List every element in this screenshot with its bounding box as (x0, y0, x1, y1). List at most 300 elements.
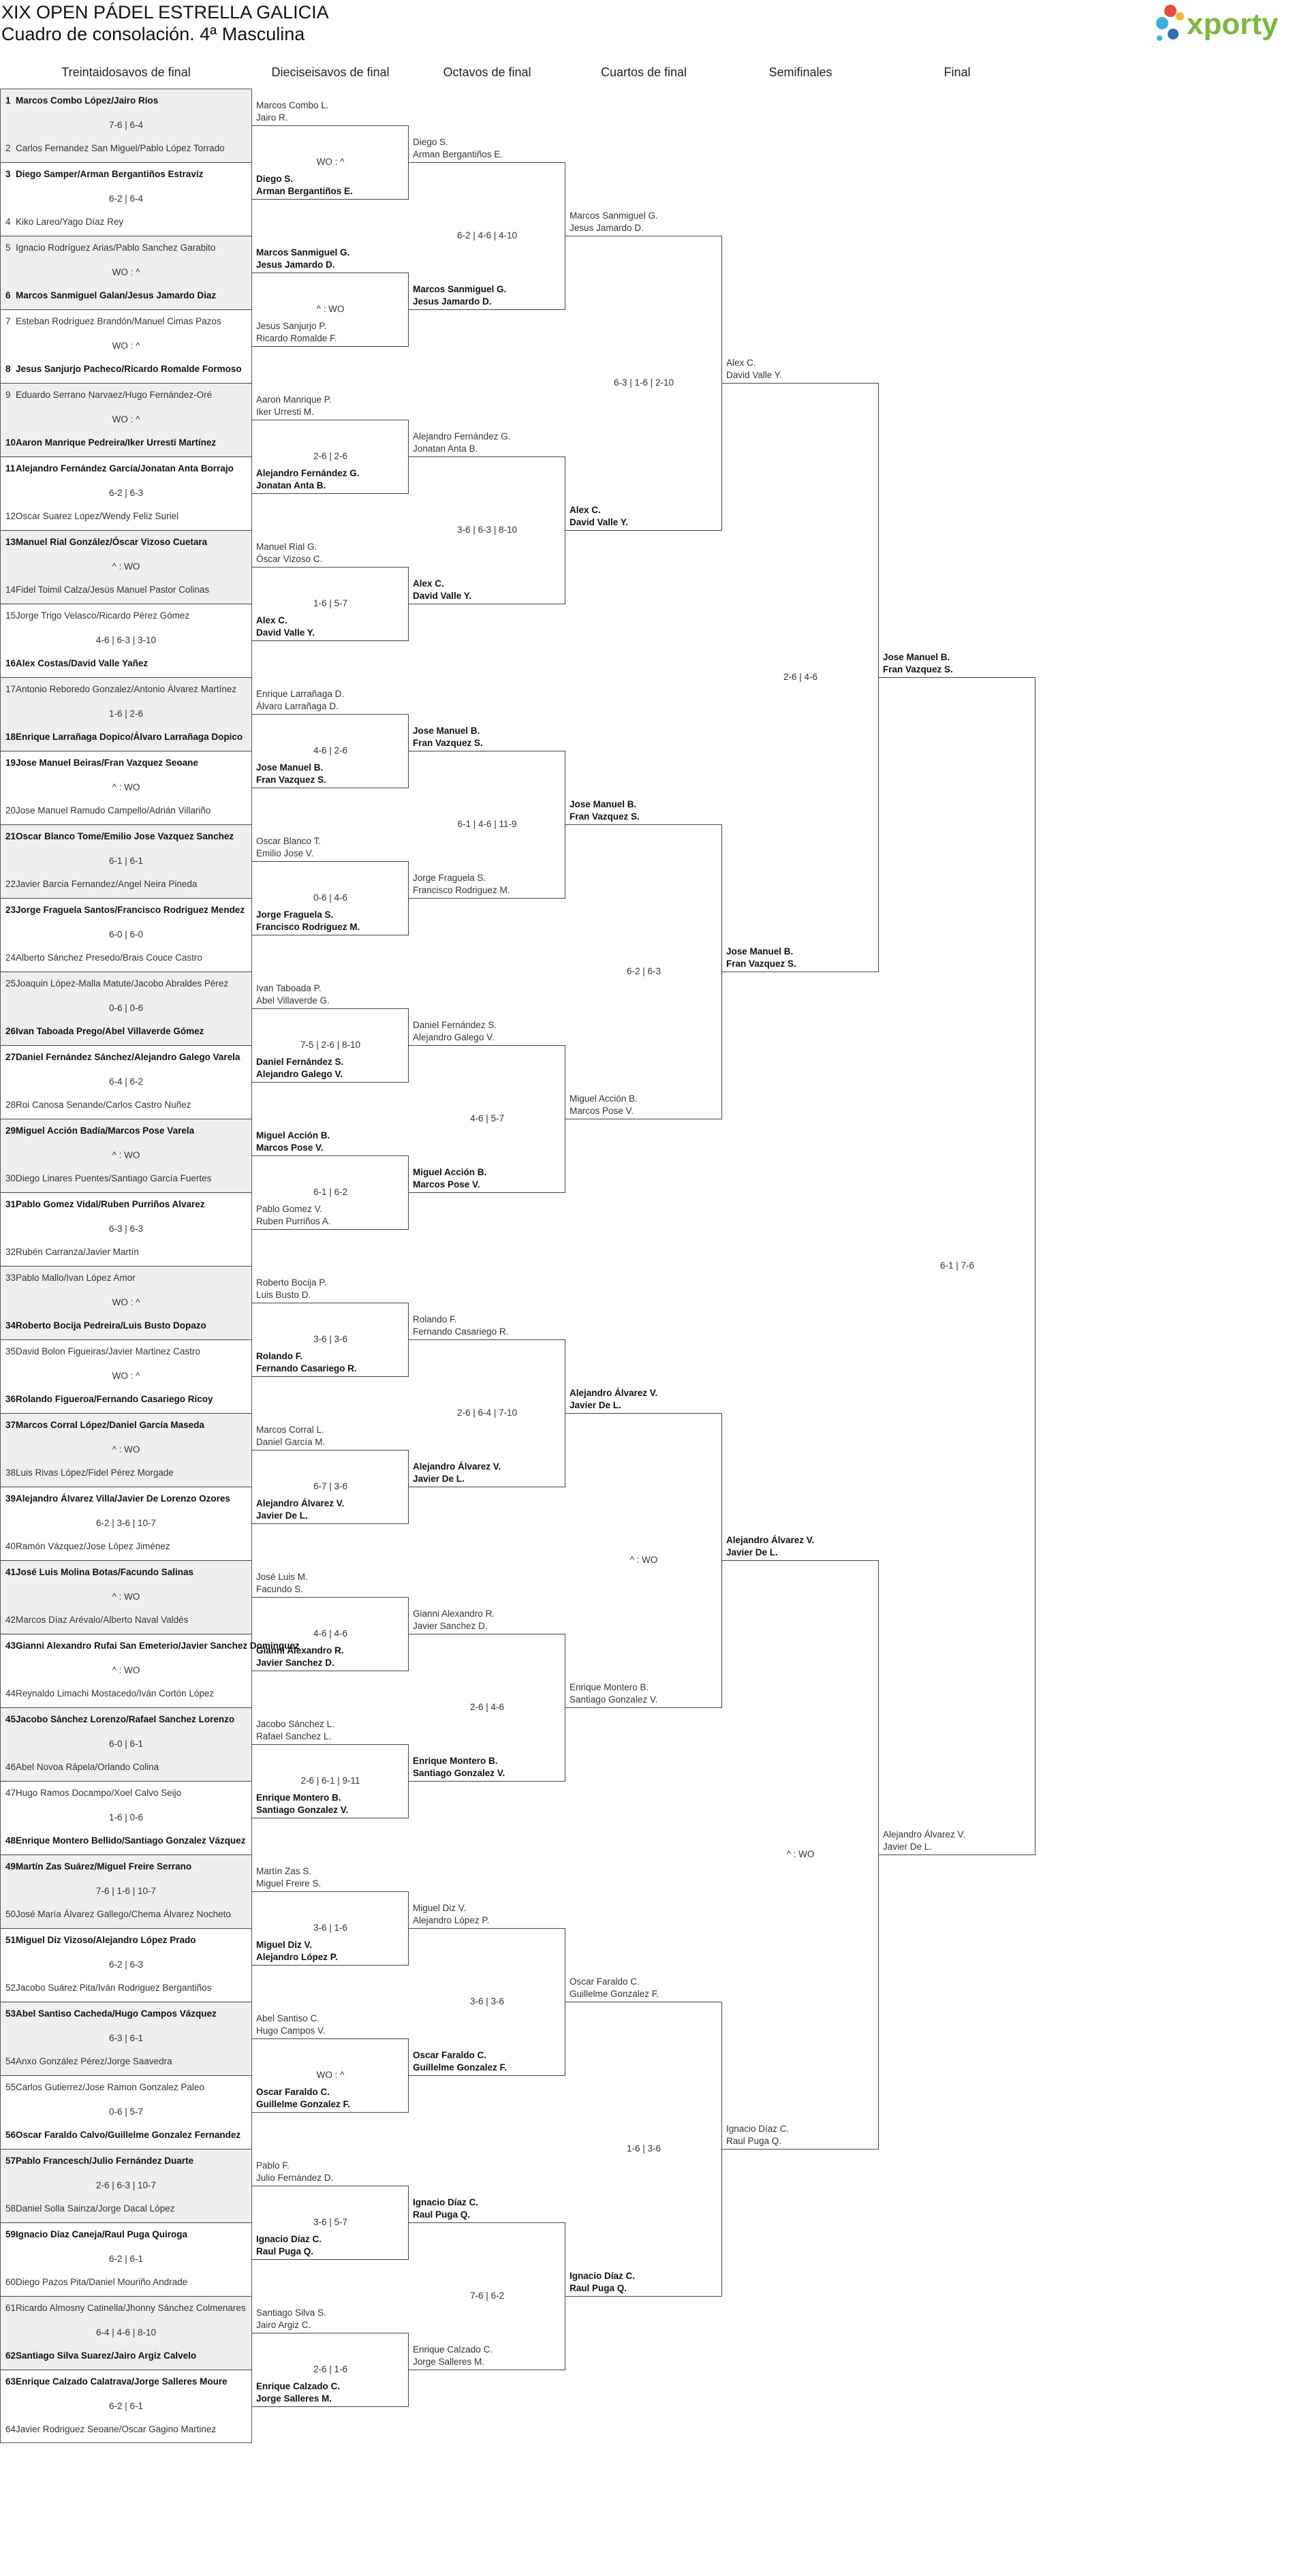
match-score: 3-6 | 3-6 (469, 1996, 505, 2006)
bracket-line (252, 1744, 409, 1745)
match-score: 6-2 | 6-3 (626, 966, 661, 976)
player-name: Jesus Jamardo D. (413, 296, 492, 307)
player-name: Manuel Rial G. (256, 542, 317, 552)
bracket-line (252, 1597, 409, 1598)
team-row[interactable] (1, 165, 251, 184)
team-name-pair[interactable] (413, 1755, 505, 1780)
team-name-pair[interactable] (256, 2233, 322, 2258)
team-row[interactable] (1, 875, 251, 894)
xporty-logo[interactable] (1151, 1, 1305, 48)
match-divider (1, 309, 251, 310)
player-name: Arman Bergantiños E. (256, 186, 353, 196)
player-name: Alejandro Álvarez V. (413, 1461, 501, 1472)
team-name-pair[interactable] (256, 1277, 326, 1301)
team-name: Daniel Fernández Sánchez/Alejandro Galego Varela (16, 1052, 240, 1062)
team-row[interactable] (1, 1784, 251, 1803)
team-name: Enrique Montero Bellido/Santiago Gonzalez Vázquez (16, 1835, 246, 1846)
team-row[interactable] (1, 1269, 251, 1288)
team-name-pair[interactable] (883, 1829, 965, 1853)
team-row[interactable] (1, 654, 251, 673)
team-row[interactable] (1, 1611, 251, 1630)
team-name: Javier Rodriguez Seoane/Oscar Gagino Martinez (16, 2424, 217, 2434)
bracket-line (252, 346, 409, 347)
match-score: WO : ^ (112, 1297, 140, 1307)
player-name: Jesus Jamardo D. (256, 260, 335, 270)
team-row[interactable] (1, 1243, 251, 1262)
seed-number: 17 (5, 684, 16, 694)
team-name-pair[interactable] (256, 394, 332, 418)
team-name-pair[interactable] (413, 431, 510, 455)
team-name-pair[interactable] (256, 909, 360, 933)
team-name-pair[interactable] (256, 2013, 326, 2037)
team-row[interactable] (1, 1831, 251, 1850)
team-name-pair[interactable] (413, 2197, 478, 2221)
seed-number: 54 (5, 2056, 16, 2066)
seed-number: 3 (5, 169, 11, 179)
match-divider (1, 1339, 251, 1340)
match-divider (1, 1192, 251, 1193)
seed-number: 32 (5, 1247, 16, 1257)
team-row[interactable] (1, 1758, 251, 1777)
team-row[interactable] (1, 2078, 251, 2097)
bracket-line (409, 1339, 565, 1340)
team-name-pair[interactable] (413, 2344, 493, 2368)
match-score: 6-0 | 6-1 (108, 1739, 144, 1749)
team-name-pair[interactable] (256, 1718, 334, 1743)
team-row[interactable] (1, 901, 251, 920)
team-name: Joaquin López-Malla Matute/Jacobo Abraldes Pérez (16, 978, 229, 989)
player-name: Daniel Fernández S. (413, 1020, 497, 1030)
seed-number: 42 (5, 1615, 16, 1625)
match-score: 3-6 | 3-6 (313, 1334, 348, 1344)
team-row[interactable] (1, 533, 251, 552)
player-name: Javier De L. (883, 1842, 933, 1852)
match-score: 3-6 | 1-6 (313, 1923, 348, 1933)
player-name: Daniel Fernández S. (256, 1057, 344, 1067)
match-score: WO : ^ (316, 2070, 345, 2080)
team-row[interactable] (1, 974, 251, 993)
team-name-pair[interactable] (726, 946, 796, 970)
team-name: Pablo Francesch/Julio Fernández Duarte (16, 2156, 194, 2166)
team-row[interactable] (1, 827, 251, 846)
team-row[interactable] (1, 1710, 251, 1729)
team-name: Oscar Blanco Tome/Emilio Jose Vazquez Sanchez (16, 831, 234, 841)
team-row[interactable] (1, 91, 251, 110)
seed-number: 51 (5, 1935, 16, 1945)
player-name: Javier De L. (413, 1474, 465, 1484)
player-name: Miguel Acción B. (570, 1093, 638, 1104)
team-row[interactable] (1, 2372, 251, 2391)
seed-number: 6 (5, 290, 11, 300)
tournament-title: XIX OPEN PÁDEL ESTRELLA GALICIA (1, 2, 329, 22)
bracket-line (252, 125, 409, 126)
player-name: Jairo Argiz C. (256, 2320, 311, 2330)
team-name: Santiago Silva Suarez/Jairo Argiz Calvelo (16, 2350, 197, 2361)
team-name-pair[interactable] (256, 467, 360, 492)
match-score: 3-6 | 6-3 | 8-10 (456, 525, 518, 535)
team-row[interactable] (1, 2126, 251, 2145)
team-name-pair[interactable] (256, 1130, 330, 1154)
match-score: ^ : WO (112, 561, 140, 572)
team-row[interactable] (1, 2199, 251, 2218)
bracket-line (252, 1155, 409, 1156)
team-name-pair[interactable] (413, 725, 483, 749)
team-row[interactable] (1, 1563, 251, 1582)
team-name-pair[interactable] (570, 1681, 657, 1706)
seed-number: 47 (5, 1788, 16, 1798)
team-name: Abel Novoa Rápela/Orlando Colina (16, 1762, 159, 1772)
match-score: 0-6 | 4-6 (313, 893, 348, 903)
team-row[interactable] (1, 1684, 251, 1703)
team-name-pair[interactable] (256, 2307, 326, 2331)
team-row[interactable] (1, 360, 251, 379)
seed-number: 18 (5, 732, 16, 742)
bracket-line (409, 1192, 565, 1193)
player-name: Daniel García M. (256, 1437, 326, 1447)
team-name-pair[interactable] (256, 1424, 325, 1448)
team-name-pair[interactable] (726, 2123, 789, 2147)
team-row[interactable] (1, 1316, 251, 1335)
team-name: Manuel Rial González/Óscar Vizoso Cuetara (16, 537, 208, 547)
team-row[interactable] (1, 213, 251, 232)
team-row[interactable] (1, 1169, 251, 1188)
team-row[interactable] (1, 2273, 251, 2292)
team-name-pair[interactable] (413, 1166, 486, 1191)
player-name: Marcos Sanmiguel G. (413, 284, 507, 294)
player-name: Diego S. (413, 137, 448, 147)
seed-number: 34 (5, 1320, 16, 1331)
team-name-pair[interactable] (256, 541, 322, 565)
team-name-pair[interactable] (256, 2086, 350, 2111)
seed-number: 21 (5, 831, 16, 841)
team-name: Ivan Taboada Prego/Abel Villaverde Gómez (16, 1026, 204, 1036)
team-name: Miguel Acción Badía/Marcos Pose Varela (16, 1126, 195, 1136)
team-name-pair[interactable] (726, 1534, 814, 1559)
bracket-line (252, 1008, 409, 1009)
team-row[interactable] (1, 2420, 251, 2439)
column-header-quarterfinals: Cuartos de final (600, 65, 687, 79)
player-name: Abel Santiso C. (256, 2013, 320, 2023)
team-name: Ricardo Almosny Catinella/Jhonny Sánchez Colmenares (16, 2303, 246, 2313)
team-name-pair[interactable] (256, 1498, 344, 1522)
team-name: Hugo Ramos Docampo/Xoel Calvo Seijo (16, 1788, 182, 1798)
match-score: 1-6 | 2-6 (108, 709, 144, 719)
seed-number: 44 (5, 1688, 16, 1698)
match-score: 2-6 | 1-6 (313, 2364, 348, 2374)
team-name-pair[interactable] (413, 1314, 508, 1338)
team-name-pair[interactable] (256, 99, 329, 124)
team-row[interactable] (1, 728, 251, 747)
team-row[interactable] (1, 1022, 251, 1041)
team-name: Enrique Larrañaga Dopico/Álvaro Larrañaga Dopico (16, 732, 243, 742)
player-name: Alex C. (256, 615, 287, 625)
match-score: 2-6 | 6-4 | 7-10 (456, 1408, 518, 1418)
player-name: Rolando F. (413, 1314, 457, 1324)
player-name: Alejandro Galego V. (413, 1032, 495, 1042)
player-name: Enrique Larrañaga D. (256, 689, 345, 699)
player-name: Jorge Salleres M. (256, 2393, 332, 2404)
team-row[interactable] (1, 1463, 251, 1483)
column-header-round-of-16: Octavos de final (443, 65, 531, 79)
team-row[interactable] (1, 948, 251, 967)
team-name-pair[interactable] (256, 1939, 338, 1964)
player-name: Fernando Casariego R. (413, 1326, 509, 1337)
seed-number: 43 (5, 1641, 16, 1651)
team-name-pair[interactable] (256, 2160, 333, 2184)
seed-number: 60 (5, 2277, 16, 2287)
match-score: ^ : WO (112, 782, 140, 792)
match-score: 6-1 | 6-2 (313, 1187, 348, 1197)
player-name: David Valle Y. (413, 591, 472, 601)
match-score: 2-6 | 6-3 | 10-7 (95, 2180, 157, 2190)
match-score: 7-5 | 2-6 | 8-10 (300, 1040, 361, 1050)
team-name-pair[interactable] (256, 762, 326, 786)
team-name-pair[interactable] (413, 2049, 507, 2074)
player-name: Alex C. (570, 505, 601, 515)
team-name: Abel Santiso Cacheda/Hugo Campos Vázquez (16, 2008, 217, 2019)
team-name-pair[interactable] (256, 1056, 343, 1081)
bracket-line (565, 2296, 722, 2297)
team-name-pair[interactable] (256, 982, 330, 1007)
team-row[interactable] (1, 580, 251, 600)
team-name: Anxo González Pérez/Jorge Saavedra (16, 2056, 172, 2066)
seed-number: 33 (5, 1273, 16, 1283)
seed-number: 11 (5, 463, 16, 474)
player-name: Óscar Vizoso C. (256, 554, 323, 564)
player-name: Javier De L. (726, 1547, 778, 1557)
match-score: 6-2 | 6-4 (108, 193, 144, 204)
team-name: Ignacio Rodríguez Arias/Pablo Sanchez Garabito (16, 243, 216, 253)
match-divider (1, 1266, 251, 1267)
team-row[interactable] (1, 1416, 251, 1435)
team-name: Luis Rivas López/Fidel Pérez Morgade (16, 1468, 174, 1478)
player-name: Arman Bergantiños E. (413, 149, 503, 159)
team-name-pair[interactable] (570, 504, 628, 529)
team-row[interactable] (1, 1048, 251, 1067)
team-name-pair[interactable] (256, 2380, 340, 2405)
team-name-pair[interactable] (413, 1902, 489, 1927)
match-score: WO : ^ (316, 157, 345, 167)
seed-number: 37 (5, 1420, 16, 1430)
team-row[interactable] (1, 1195, 251, 1214)
team-name-pair[interactable] (726, 357, 782, 382)
team-row[interactable] (1, 2052, 251, 2071)
team-name-pair[interactable] (570, 1387, 657, 1412)
team-name: Jorge Fraguela Santos/Francisco Rodriguez Mendez (16, 905, 245, 915)
team-name-pair[interactable] (413, 1019, 497, 1044)
match-score: 1-6 | 3-6 (626, 2143, 661, 2154)
team-name-pair[interactable] (570, 1976, 659, 2000)
team-row[interactable] (1, 2299, 251, 2318)
team-name-pair[interactable] (256, 688, 344, 713)
team-name: Esteban Rodríguez Brandón/Manuel Cimas Pazos (16, 316, 221, 326)
seed-number: 58 (5, 2203, 16, 2214)
player-name: Alejandro López P. (256, 1952, 338, 1962)
team-row[interactable] (1, 1342, 251, 1361)
team-row[interactable] (1, 2225, 251, 2244)
team-name-pair[interactable] (570, 2270, 635, 2295)
match-score: 3-6 | 5-7 (313, 2217, 348, 2227)
seed-number: 15 (5, 610, 16, 621)
player-name: Marcos Pose V. (413, 1179, 480, 1190)
team-name: Antonio Reboredo Gonzalez/Antonio Álvarez Martínez (16, 684, 237, 694)
team-row[interactable] (1, 801, 251, 820)
team-row[interactable] (1, 1537, 251, 1556)
player-name: Luis Busto D. (256, 1290, 311, 1300)
player-name: Jacobo Sánchez L. (256, 1719, 334, 1729)
team-name-pair[interactable] (413, 136, 503, 161)
team-name-pair[interactable] (413, 283, 506, 308)
team-row[interactable] (1, 1390, 251, 1409)
player-name: Javier Sanchez D. (413, 1621, 488, 1631)
match-score: ^ : WO (112, 1444, 140, 1455)
team-row[interactable] (1, 1096, 251, 1115)
team-row[interactable] (1, 1978, 251, 1998)
team-row[interactable] (1, 1931, 251, 1950)
team-name-pair[interactable] (413, 1608, 495, 1632)
team-row[interactable] (1, 2152, 251, 2171)
player-name: Marcos Combo L. (256, 100, 329, 110)
player-name: Julio Fernández D. (256, 2173, 334, 2183)
team-name-pair[interactable] (413, 1461, 501, 1485)
seed-number: 29 (5, 1126, 16, 1136)
team-name: Ramón Vázquez/Jose López Jiménez (16, 1541, 170, 1551)
team-name-pair[interactable] (256, 1350, 357, 1375)
match-score: 4-6 | 4-6 (313, 1628, 348, 1639)
seed-number: 49 (5, 1861, 16, 1872)
player-name: Ignacio Díaz C. (726, 2124, 790, 2134)
team-row[interactable] (1, 433, 251, 452)
match-score: 2-6 | 4-6 (783, 672, 818, 682)
team-row[interactable] (1, 1857, 251, 1876)
team-name-pair[interactable] (570, 1093, 638, 1117)
team-row[interactable] (1, 386, 251, 405)
team-name-pair[interactable] (256, 1792, 348, 1816)
team-row[interactable] (1, 2004, 251, 2023)
match-divider (1, 1045, 251, 1046)
match-divider (1, 2075, 251, 2076)
player-name: Álvaro Larrañaga D. (256, 701, 339, 711)
team-name: Jesus Sanjurjo Pacheco/Ricardo Romalde Formoso (16, 364, 242, 374)
team-name-pair[interactable] (413, 872, 510, 897)
team-name-pair[interactable] (413, 578, 471, 602)
seed-number: 23 (5, 905, 16, 915)
seed-number: 63 (5, 2376, 16, 2387)
player-name: Jorge Fraguela S. (413, 873, 486, 883)
team-row[interactable] (1, 680, 251, 699)
team-name-pair[interactable] (570, 210, 658, 234)
team-row[interactable] (1, 238, 251, 258)
match-divider (1, 383, 251, 384)
player-name: Oscar Faraldo C. (256, 2087, 330, 2097)
team-row[interactable] (1, 1489, 251, 1508)
team-row[interactable] (1, 507, 251, 526)
bracket-line (252, 714, 409, 715)
team-name: Alejandro Álvarez Villa/Javier De Lorenzo Ozores (16, 1493, 230, 1504)
team-row[interactable] (1, 286, 251, 305)
team-name: Carlos Fernandez San Miguel/Pablo López Torrado (16, 143, 225, 153)
team-name: Oscar Suarez Lopez/Wendy Feliz Suriel (16, 511, 179, 521)
match-divider (1, 824, 251, 825)
team-row[interactable] (1, 1636, 300, 1656)
team-row[interactable] (1, 312, 251, 331)
bracket-line (409, 2222, 565, 2223)
bracket-line (409, 1928, 565, 1929)
seed-number: 39 (5, 1493, 16, 1504)
team-name: Marcos Díaz Arévalo/Alberto Naval Valdés (16, 1615, 189, 1625)
match-score: 0-6 | 0-6 (108, 1003, 144, 1013)
team-row[interactable] (1, 139, 251, 158)
player-name: Marcos Pose V. (256, 1143, 324, 1153)
player-name: Jonatan Anta B. (256, 480, 326, 491)
seed-number: 50 (5, 1909, 16, 1919)
team-row[interactable] (1, 754, 251, 773)
match-score: 6-2 | 6-1 (108, 2401, 144, 2411)
team-row[interactable] (1, 459, 251, 478)
team-name-pair[interactable] (256, 835, 321, 860)
player-name: Enrique Montero B. (413, 1756, 498, 1766)
team-row[interactable] (1, 1905, 251, 1924)
player-name: Jose Manuel B. (256, 762, 324, 773)
team-row[interactable] (1, 2346, 251, 2365)
match-score: 6-1 | 4-6 | 11-9 (457, 819, 517, 829)
match-divider (1, 1560, 251, 1561)
seed-number: 53 (5, 2008, 16, 2019)
team-name-pair[interactable] (256, 1865, 321, 1890)
team-name-pair[interactable] (256, 320, 337, 345)
bracket-line (722, 2149, 879, 2150)
team-name: Javier Barcia Fernandez/Angel Neira Pineda (16, 879, 198, 889)
team-name: Pablo Mallo/Ivan López Amor (16, 1273, 136, 1283)
seed-number: 35 (5, 1346, 16, 1356)
match-score: 6-1 | 6-1 (108, 856, 144, 866)
team-name-pair[interactable] (256, 1645, 344, 1669)
seed-number: 36 (5, 1394, 16, 1404)
match-score: 2-6 | 6-1 | 9-11 (300, 1775, 360, 1786)
draw-subtitle: Cuadro de consolación. 4ª Masculina (1, 24, 305, 44)
player-name: Fran Vazquez S. (570, 811, 640, 822)
bracket-line (252, 861, 409, 862)
team-name-pair[interactable] (570, 798, 640, 823)
bracket-line (409, 456, 565, 457)
team-name: Alberto Sánchez Presedo/Brais Couce Castro (16, 952, 202, 963)
team-name-pair[interactable] (883, 651, 953, 676)
match-divider (1, 677, 251, 678)
match-divider (1, 1707, 251, 1708)
match-divider (1, 2296, 251, 2297)
match-score: 7-6 | 1-6 | 10-7 (95, 1886, 157, 1896)
team-name-pair[interactable] (256, 615, 315, 639)
bracket-line (252, 1891, 409, 1892)
player-name: Alejandro Álvarez V. (726, 1535, 815, 1545)
team-name-pair[interactable] (256, 247, 349, 271)
team-name-pair[interactable] (256, 1571, 308, 1596)
match-score: ^ : WO (629, 1555, 658, 1565)
player-name: Oscar Faraldo C. (570, 1976, 640, 1987)
match-score: 4-6 | 2-6 (313, 745, 348, 756)
team-row[interactable] (1, 606, 251, 625)
team-name: Diego Linares Puentes/Santiago García Fuertes (16, 1173, 212, 1183)
seed-number: 1 (5, 95, 11, 106)
player-name: Santiago Gonzalez V. (413, 1768, 505, 1778)
team-name-pair[interactable] (256, 1203, 331, 1228)
player-name: Oscar Faraldo C. (413, 2050, 487, 2060)
team-name-pair[interactable] (256, 173, 353, 198)
bracket-line (252, 1229, 409, 1230)
player-name: Pablo Gomez V. (256, 1204, 323, 1214)
player-name: Facundo S. (256, 1584, 304, 1594)
team-row[interactable] (1, 1121, 251, 1140)
